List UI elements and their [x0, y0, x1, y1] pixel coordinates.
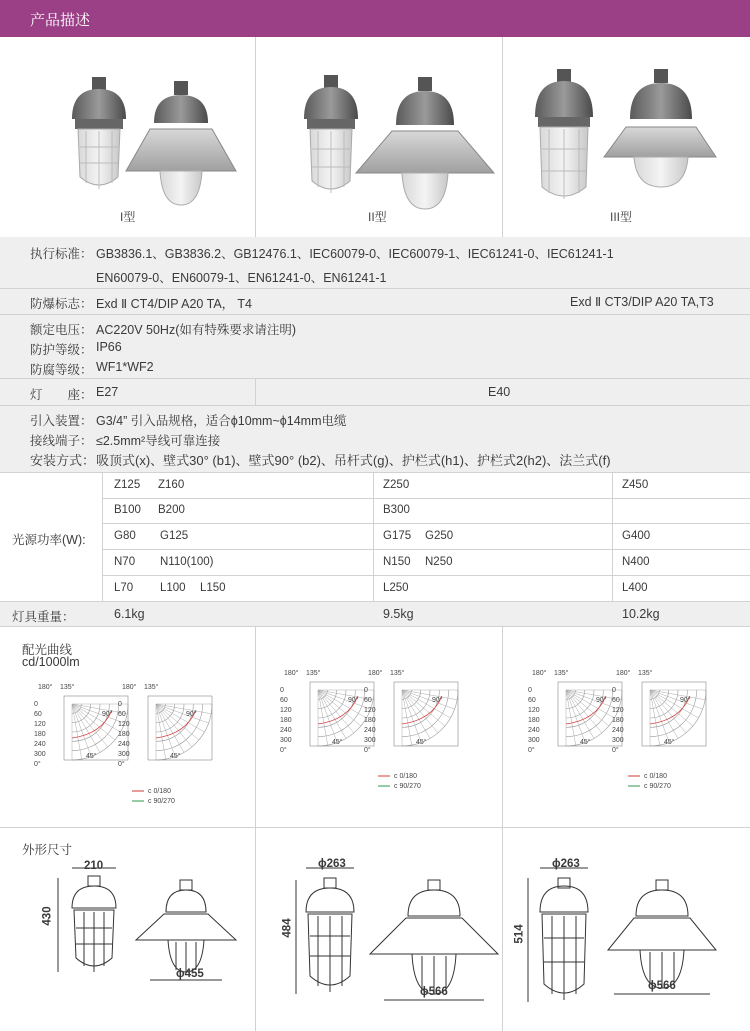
weight-label: 灯具重量： — [12, 610, 75, 624]
polar-radial-label: 240 — [364, 727, 376, 734]
lamp-ii-plain — [304, 75, 358, 193]
socket-value-a: E27 — [96, 385, 119, 399]
power-cell: L100 — [160, 582, 186, 594]
power-cell: G250 — [425, 530, 454, 542]
polar-side-label: 90° — [432, 697, 443, 704]
power-cell: Z250 — [383, 479, 410, 491]
standards-line1: GB3836.1、GB3836.2、GB12476.1、IEC60079-0、IEC60079-1、IEC61241-0、IEC61241-1 — [96, 247, 614, 261]
polar-top-label: 135° — [638, 670, 653, 677]
polar-top-label: 135° — [306, 670, 321, 677]
voltage-label: 额定电压： — [30, 323, 93, 337]
power-cell: N150 — [383, 556, 411, 568]
power-cell: G125 — [160, 530, 189, 542]
dim-ii-height: 484 — [281, 918, 294, 938]
power-cell: N250 — [425, 556, 453, 568]
polar-top-label: 180° — [616, 670, 631, 677]
terminal-label: 接线端子： — [30, 434, 93, 448]
dim-i-height: 430 — [41, 906, 54, 926]
polar-labels — [524, 668, 608, 768]
type-iii-caption: III型 — [610, 210, 633, 224]
polar-radial-label: 240 — [280, 727, 292, 734]
polar-labels — [360, 668, 444, 768]
polar-radial-label: 300 — [118, 751, 130, 758]
polar-top-label: 180° — [368, 670, 383, 677]
curve-unit: cd/1000lm — [22, 655, 80, 669]
polar-radial-label: 120 — [612, 707, 624, 714]
polar-side-label: 90° — [348, 697, 359, 704]
dim-ii-dia: ϕ566 — [420, 986, 448, 998]
legend-label: c 0/180 — [644, 773, 667, 780]
curve-legend — [132, 785, 212, 809]
polar-radial-label: 300 — [612, 737, 624, 744]
mounting-value: 吸顶式(x)、壁式30° (b1)、壁式90° (b2)、吊杆式(g)、护栏式(h1)、护栏式2(h2)、法兰式(f) — [96, 453, 611, 468]
legend-label: c 90/270 — [394, 783, 421, 790]
polar-radial-label: 0 — [528, 687, 532, 694]
polar-side-label: 90° — [186, 711, 197, 718]
socket-value-b: E40 — [488, 385, 511, 399]
power-cell: Z450 — [622, 479, 649, 491]
polar-radial-label: 0° — [364, 747, 371, 754]
power-cell: Z125 — [114, 479, 141, 491]
polar-radial-label: 120 — [364, 707, 376, 714]
standards-label: 执行标准： — [30, 247, 93, 261]
polar-radial-label: 240 — [528, 727, 540, 734]
polar-radial-label: 0° — [34, 761, 41, 768]
polar-top-label: 180° — [38, 684, 53, 691]
polar-radial-label: 120 — [34, 721, 46, 728]
polar-radial-label: 240 — [612, 727, 624, 734]
type-ii-caption: II型 — [368, 210, 387, 224]
explosion-value-b: Exd Ⅱ CT3/DIP A20 TA,T3 — [570, 295, 714, 309]
inlet-label: 引入装置： — [30, 414, 93, 428]
section-header — [0, 0, 750, 37]
polar-mid-label: 45° — [86, 753, 97, 760]
polar-radial-label: 180 — [528, 717, 540, 724]
polar-radial-label: 0 — [612, 687, 616, 694]
polar-radial-label: 120 — [118, 721, 130, 728]
polar-radial-label: 0 — [118, 701, 122, 708]
power-cell: N110(100) — [160, 556, 214, 568]
section-title: 产品描述 — [30, 12, 91, 29]
polar-radial-label: 60 — [612, 697, 620, 704]
power-cell: G175 — [383, 530, 412, 542]
polar-radial-label: 180 — [34, 731, 46, 738]
power-cell: Z160 — [158, 479, 185, 491]
power-cell: G80 — [114, 530, 136, 542]
explosion-value-a: Exd Ⅱ CT4/DIP A20 TA， T4 — [96, 297, 252, 311]
power-label: 光源功率(W): — [12, 533, 86, 547]
ip-value: IP66 — [96, 340, 122, 354]
polar-labels — [608, 668, 692, 768]
polar-radial-label: 60 — [528, 697, 536, 704]
polar-top-label: 135° — [554, 670, 569, 677]
polar-radial-label: 0 — [280, 687, 284, 694]
polar-radial-label: 0 — [364, 687, 368, 694]
polar-radial-label: 60 — [280, 697, 288, 704]
polar-mid-label: 45° — [664, 739, 675, 746]
polar-radial-label: 120 — [280, 707, 292, 714]
voltage-value: AC220V 50Hz(如有特殊要求请注明) — [96, 323, 297, 337]
corrosion-value: WF1*WF2 — [96, 360, 154, 374]
polar-mid-label: 45° — [416, 739, 427, 746]
polar-mid-label: 45° — [170, 753, 181, 760]
polar-radial-label: 60 — [364, 697, 372, 704]
inlet-value: G3/4” 引入品规格，适合ϕ10mm~ϕ14mm电缆 — [96, 414, 347, 428]
power-cell: N400 — [622, 556, 650, 568]
lamp-photos — [0, 37, 750, 237]
corrosion-label: 防腐等级： — [30, 363, 93, 377]
power-cell: B300 — [383, 504, 410, 516]
polar-radial-label: 60 — [34, 711, 42, 718]
polar-radial-label: 300 — [364, 737, 376, 744]
power-cell: B100 — [114, 504, 141, 516]
curve-legend — [628, 770, 708, 794]
lamp-iii-shade — [604, 69, 716, 187]
curve-title: 配光曲线 — [22, 643, 73, 657]
weight-iii: 10.2kg — [622, 607, 660, 621]
dim-iii-width: ϕ263 — [552, 858, 580, 870]
polar-radial-label: 0° — [118, 761, 125, 768]
socket-label: 灯 座： — [30, 388, 93, 402]
polar-mid-label: 45° — [580, 739, 591, 746]
lamp-i-shade — [126, 81, 236, 205]
dims-title: 外形尺寸 — [22, 843, 73, 857]
power-cell: N70 — [114, 556, 136, 568]
polar-top-label: 180° — [122, 684, 137, 691]
dim-iii-dia: ϕ566 — [648, 980, 676, 992]
legend-label: c 90/270 — [148, 798, 175, 805]
polar-radial-label: 180 — [364, 717, 376, 724]
explosion-label: 防爆标志： — [30, 297, 93, 311]
polar-radial-label: 300 — [528, 737, 540, 744]
polar-radial-label: 0° — [612, 747, 619, 754]
power-cell: L400 — [622, 582, 648, 594]
polar-top-label: 135° — [390, 670, 405, 677]
polar-top-label: 135° — [144, 684, 159, 691]
polar-labels — [276, 668, 360, 768]
lamp-ii-shade — [356, 77, 494, 209]
curve-legend — [378, 770, 458, 794]
polar-top-label: 180° — [532, 670, 547, 677]
legend-label: c 0/180 — [148, 788, 171, 795]
dim-iii-height: 514 — [513, 924, 526, 944]
lamp-i-plain — [72, 77, 126, 189]
type-i-caption: I型 — [120, 210, 136, 224]
weight-ii: 9.5kg — [383, 607, 414, 621]
power-cell: B200 — [158, 504, 185, 516]
polar-radial-label: 0° — [280, 747, 287, 754]
polar-top-label: 180° — [284, 670, 299, 677]
power-cell: L250 — [383, 582, 409, 594]
standards-line2: EN60079-0、EN60079-1、EN61241-0、EN61241-1 — [96, 271, 387, 285]
dim-i-width: 210 — [84, 860, 104, 872]
dim-i-dia: ϕ455 — [176, 968, 204, 980]
polar-top-label: 135° — [60, 684, 75, 691]
polar-labels — [114, 682, 198, 782]
polar-radial-label: 120 — [528, 707, 540, 714]
ip-label: 防护等级： — [30, 343, 93, 357]
polar-radial-label: 0° — [528, 747, 535, 754]
polar-side-label: 90° — [102, 711, 113, 718]
terminal-value: ≤2.5mm²导线可靠连接 — [96, 434, 221, 448]
polar-mid-label: 45° — [332, 739, 343, 746]
polar-radial-label: 240 — [118, 741, 130, 748]
polar-radial-label: 300 — [280, 737, 292, 744]
legend-label: c 0/180 — [394, 773, 417, 780]
polar-labels — [30, 682, 114, 782]
polar-side-label: 90° — [596, 697, 607, 704]
dimension-drawings — [0, 828, 750, 1031]
weight-i: 6.1kg — [114, 607, 145, 621]
legend-label: c 90/270 — [644, 783, 671, 790]
polar-radial-label: 60 — [118, 711, 126, 718]
polar-radial-label: 240 — [34, 741, 46, 748]
polar-radial-label: 0 — [34, 701, 38, 708]
polar-radial-label: 180 — [118, 731, 130, 738]
power-cell: G400 — [622, 530, 651, 542]
polar-radial-label: 180 — [280, 717, 292, 724]
power-cell: L70 — [114, 582, 134, 594]
polar-side-label: 90° — [680, 697, 691, 704]
mounting-label: 安装方式： — [30, 453, 96, 468]
power-cell: L150 — [200, 582, 226, 594]
polar-radial-label: 180 — [612, 717, 624, 724]
polar-radial-label: 300 — [34, 751, 46, 758]
dim-ii-width: ϕ263 — [318, 858, 346, 870]
lamp-iii-plain — [535, 69, 593, 199]
